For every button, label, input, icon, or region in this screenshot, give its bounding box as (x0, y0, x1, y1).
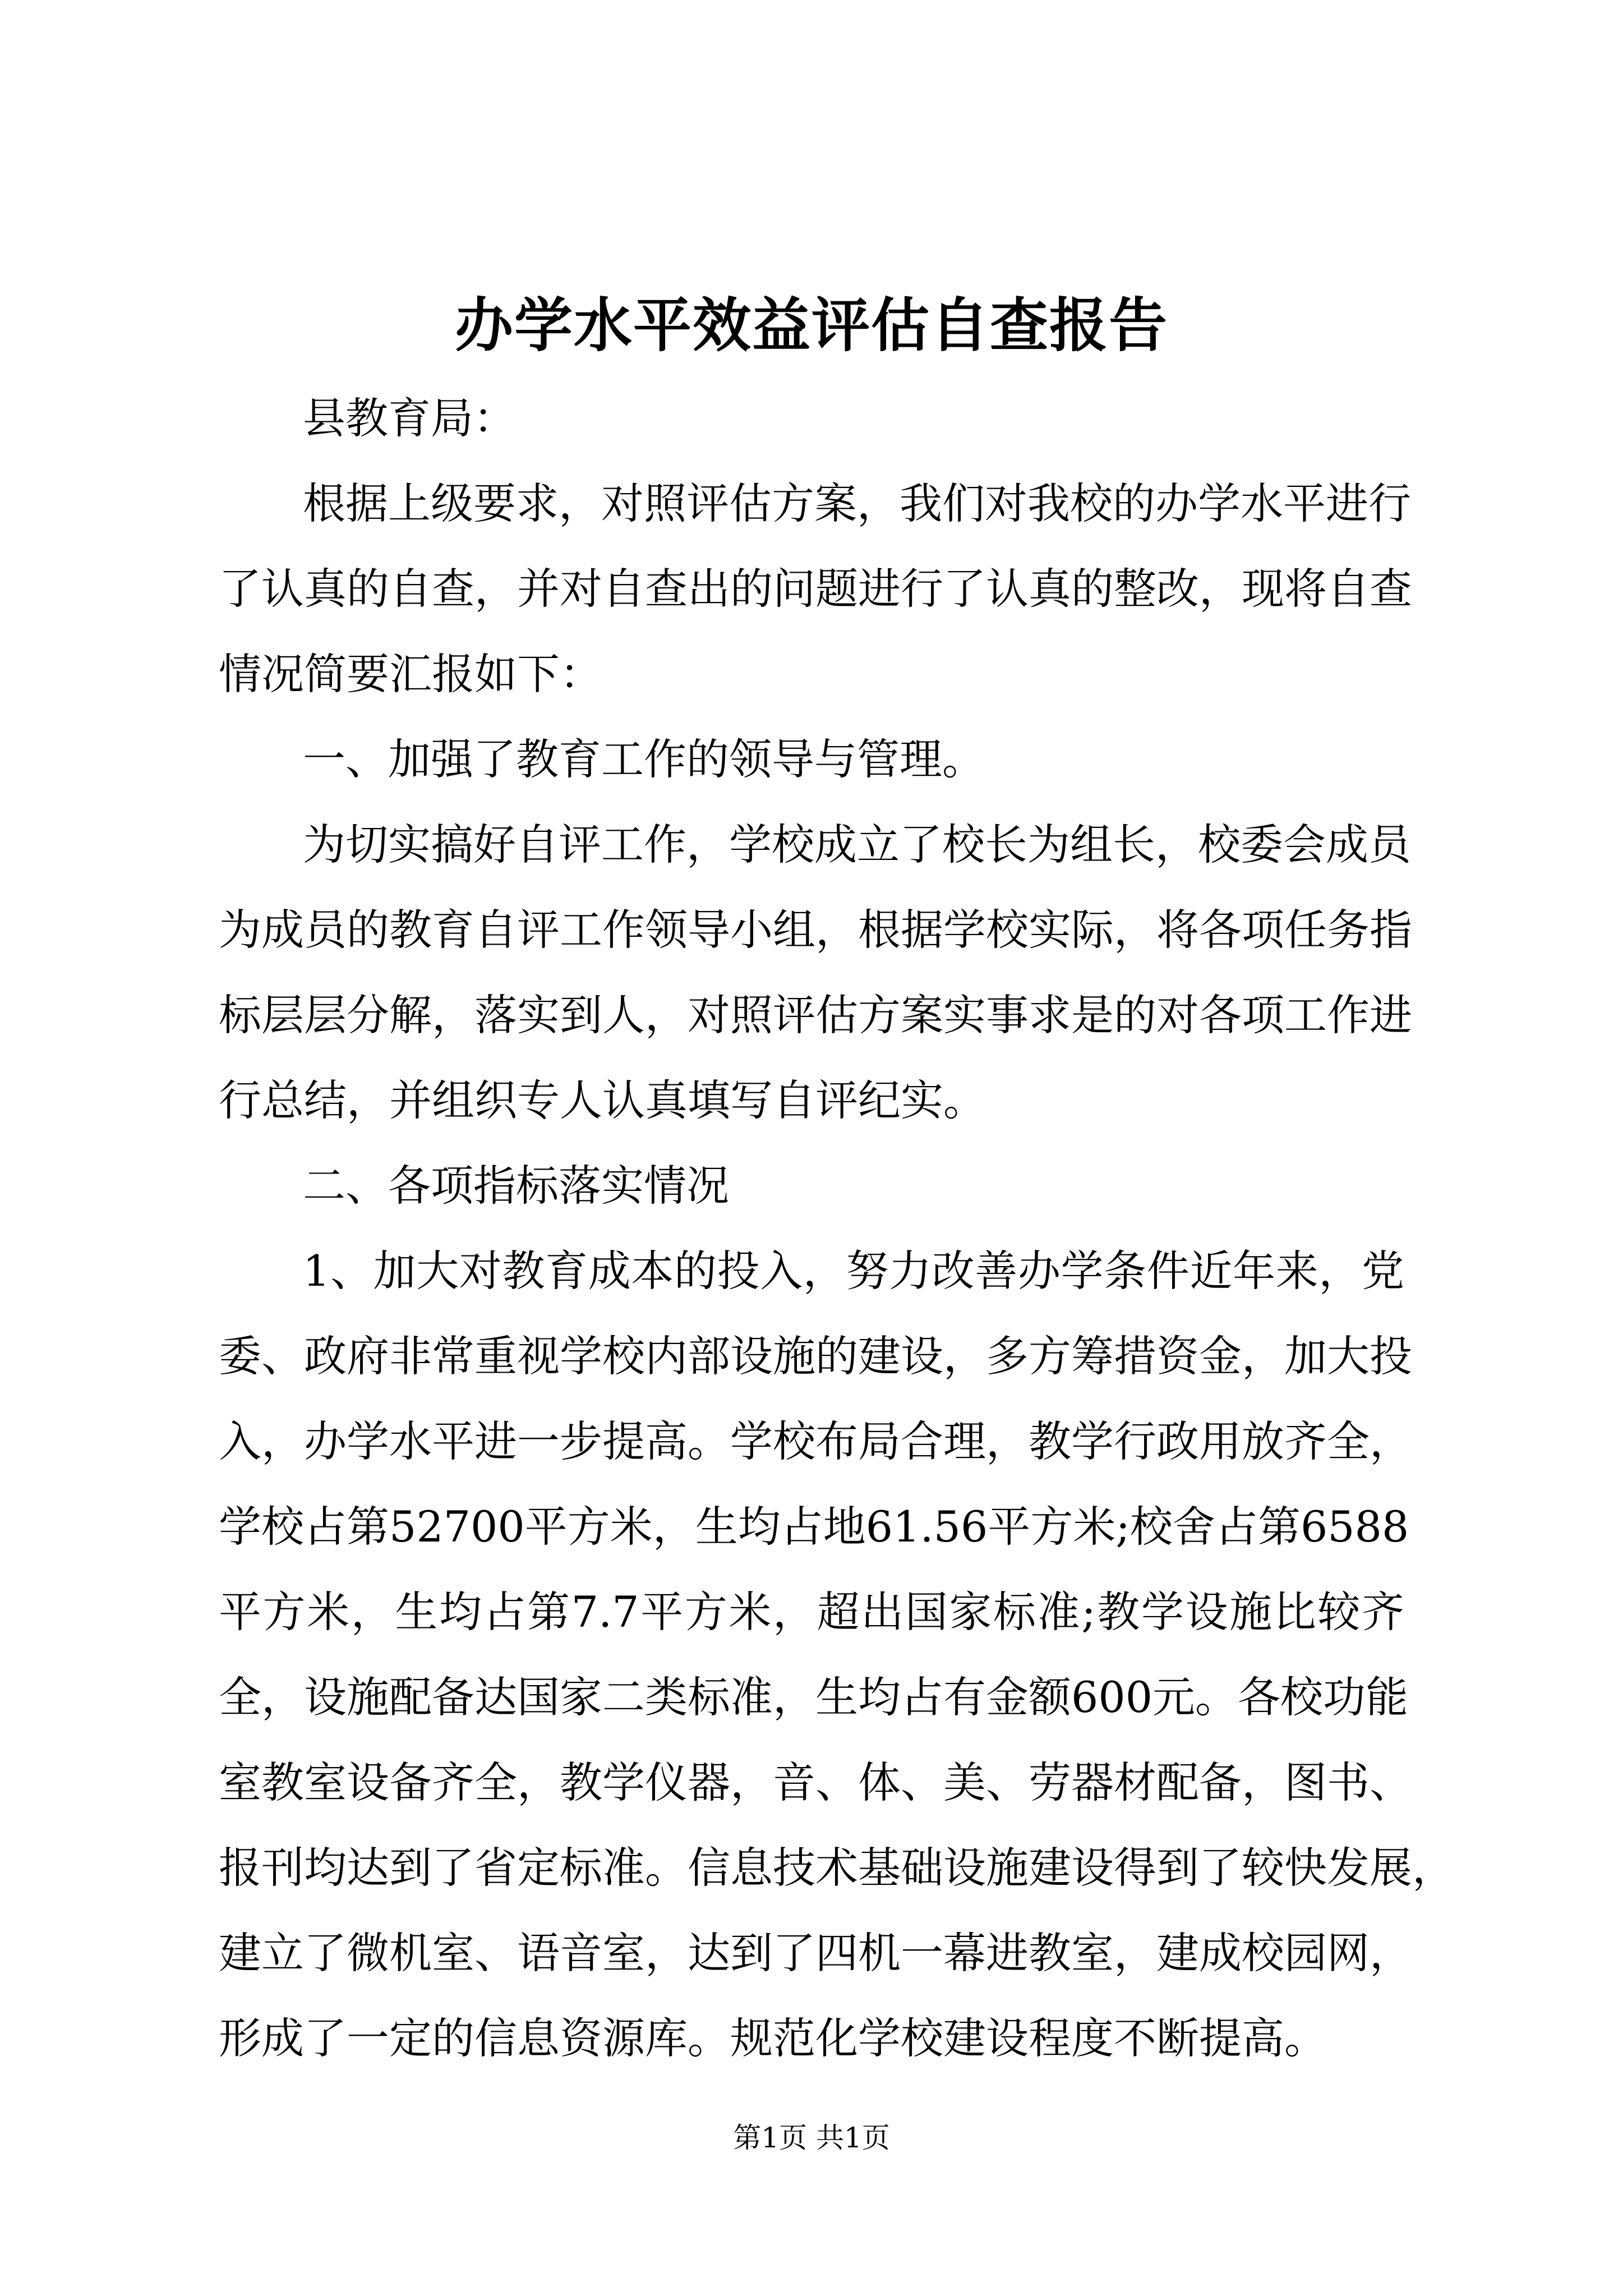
paragraph-line: 标层层分解，落实到人，对照评估方案实事求是的对各项工作进 (219, 990, 1412, 1040)
paragraph-line: 报刊均达到了省定标准。信息技术基础设施建设得到了较快发展， (219, 1843, 1455, 1893)
salutation: 县教育局： (303, 393, 516, 443)
paragraph-line: 室教室设备齐全，教学仪器，音、体、美、劳器材配备，图书、 (219, 1757, 1412, 1807)
paragraph-line: 1、加大对教育成本的投入，努力改善办学条件近年来，党 (303, 1246, 1404, 1296)
paragraph-line: 学校占第52700平方米，生均占地61.56平方米;校舍占第6588 (219, 1502, 1409, 1552)
paragraph-line: 建立了微机室、语音室，达到了四机一幕进教室，建成校园网， (219, 1928, 1412, 1978)
paragraph-line: 行总结，并组织专人认真填写自评纪实。 (219, 1075, 986, 1125)
section-heading: 二、各项指标落实情况 (303, 1161, 729, 1211)
paragraph-line: 根据上级要求，对照评估方案，我们对我校的办学水平进行 (303, 478, 1411, 528)
paragraph-line: 平方米，生均占第7.7平方米，超出国家标准;教学设施比较齐 (219, 1587, 1404, 1637)
document-title: 办学水平效益评估自查报告 (454, 291, 1168, 360)
paragraph-line: 为成员的教育自评工作领导小组，根据学校实际，将各项任务指 (219, 905, 1412, 955)
page-footer: 第1页 共1页 (733, 2122, 890, 2154)
paragraph-line: 形成了一定的信息资源库。规范化学校建设程度不断提高。 (219, 2013, 1327, 2063)
paragraph-line: 委、政府非常重视学校内部设施的建设，多方筹措资金，加大投 (219, 1331, 1412, 1381)
paragraph-line: 为切实搞好自评工作，学校成立了校长为组长，校委会成员 (303, 820, 1411, 869)
paragraph-line: 情况简要汇报如下： (219, 649, 602, 699)
paragraph-line: 了认真的自查，并对自查出的问题进行了认真的整改，现将自查 (219, 564, 1412, 614)
paragraph-line: 全，设施配备达国家二类标准，生均占有金额600元。各校功能 (219, 1672, 1409, 1722)
section-heading: 一、加强了教育工作的领导与管理。 (303, 734, 985, 784)
paragraph-line: 入，办学水平进一步提高。学校布局合理，教学行政用放齐全， (219, 1416, 1412, 1466)
